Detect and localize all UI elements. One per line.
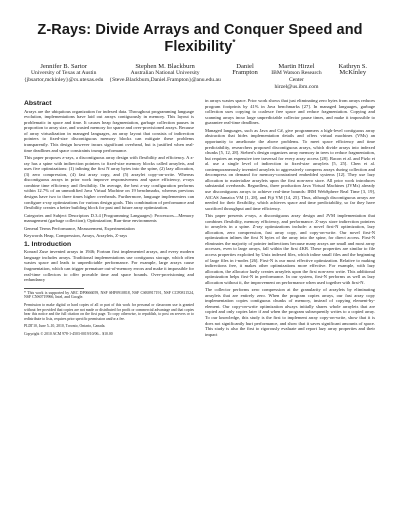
title-text: Z-Rays: Divide Arrays and Conquer Speed and Flexibility	[37, 22, 363, 55]
categories-subject-descriptors: Categories and Subject Descriptors D.3.4 [Programming Languages]: Processors—Memory management (garbage collection); Optimization; Run-time environments	[24, 212, 194, 224]
author-2	[227, 64, 264, 90]
keywords: Keywords Heap, Compression, Arrays, Arraylets, Z-rays	[24, 233, 128, 239]
author-name: Martin Hirzel	[278, 62, 315, 70]
author-affiliation: University of Texas at Austin	[31, 70, 97, 77]
author-name: Stephen M. Blackburn	[135, 62, 195, 70]
author-name: Kathryn S. McKinley	[338, 62, 368, 77]
author-email: hirzel@us.ibm.com	[274, 83, 319, 90]
author-affiliation: IBM Watson Research Center	[271, 70, 322, 84]
author-0	[24, 64, 103, 90]
footnote-divider	[24, 288, 84, 289]
conference-line: PLDI'10, June 5–10, 2010, Toronto, Ontario, Canada.	[24, 324, 106, 329]
body-paragraph-1: in arrays wastes space. Prior work shows that just eliminating zero bytes from arrays reduces program footprints by 41% in Java benchmarks [27]. In managed languages, garbage collection uses copying to coalesce free space and reduce fragmentation. Copying and scanning arrays incur large unpredictable collector pause times, and make it impossible to guarantee real-time deadlines.	[205, 98, 375, 126]
introduction-heading: 1. Introduction	[24, 240, 72, 248]
author-4	[330, 64, 376, 90]
right-column	[205, 98, 375, 339]
abstract-paragraph-1: Arrays are the ubiquitous organization for indexed data. Throughout programming language evolution, implementations have laid out arrays contiguously in memory. This layout is problematic in space and time. It causes heap fragmentation, garbage collection pauses in proportion to array size, and wasted memory for sparse and over-provisioned arrays. Because of array virtualization in managed languages, an array layout that consists of indirection pointers to fixed-size discontiguous memory blocks can mitigate these problems transparently. This design however incurs significant overhead, but is justified when real-time deadlines and space constraints trump performance.	[24, 108, 194, 153]
body-paragraph-2: Managed languages, such as Java and C#, give programmers a high-level contiguous array abstraction that hides implementation details and offers virtual machines (VMs) an opportunity to ameliorate the above problems. To meet space efficiency and time predictability, researchers proposed discontiguous arrays, which divide arrays into indexed chunks [5, 12, 28]. Siebert's design organizes array memory in trees to reduce fragmentation, but requires an expensive tree traversal for every array access [28]. Bacon et al. and Pizlo et al. use a single level of indirection to fixed-size arraylets [5, 25]. Chen et al. contemporaneously invented arraylets to aggressively compress arrays during collection and decompress on demand for memory-constrained embedded systems [12]. They use lazy allocation to materialize arraylets upon the first non-zero store. All prior work introduces substantial overheads. Regardless, three production Java Virtual Machines (JVMs) already use discontiguous arrays to achieve real-time bounds: IBM WebSphere Real Time [3, 19], AICAS Jamaica VM [1, 28], and Fiji VM [14, 25]. Thus, although discontiguous arrays are needed for their flexibility, which achieves space and time predictability, so far they have sacrificed throughput and time efficiency.	[205, 127, 375, 211]
general-terms: General Terms Performance, Measurement, Experimentation	[24, 225, 135, 231]
author-email: {Steve.Blackburn,Daniel.Frampton}@anu.edu.au	[109, 77, 221, 84]
introduction-paragraph: Konrad Zuse invented arrays in 1946; Fortran first implemented arrays, and every modern language includes arrays. Traditional implementations use contiguous storage, which often wastes space and leads to unpredictable performance. For example, large arrays cause fragmentation, which can trigger premature out-of-memory errors and make it impossible for real-time collectors to offer provable time and space bounds. Over-provisioning and redundancy	[24, 249, 194, 283]
funding-footnote: * This work is supported by ARC DP0666059, NSF SHF0910818, NSF CSR0917191, NSF CCF0811524, NSF CNS0719966, Intel, and Google.	[24, 290, 194, 300]
abstract-heading: Abstract	[24, 100, 52, 108]
left-column	[24, 98, 194, 339]
body-columns	[24, 98, 376, 339]
body-paragraph-4: The collector performs zero compression at the granularity of arraylets by eliminating arraylets that are entirely zero. When the program copies arrays, our fast array copy implementation copies contiguous chunks of memory, instead of copying element-by-element. Our copy-on-write optimization always initially shares whole arraylets that are copied and only copies later if and when the program subsequently writes to a copied array. To our knowledge, this study is the first to implement array copy-on-write, show that it is does not significantly hurt performance, and show that it saves significant amounts of space. This study is also the first to rigorously evaluate and report lazy array properties and their impact	[205, 287, 375, 337]
permission-notice: Permission to make digital or hard copies of all or part of this work for personal or classroom use is granted without fee provided that copies are not made or distributed for profit or commercial advantage and that copies bear this notice and the full citation on the first page. To copy otherwise, to republish, to post on servers or to redistribute to lists, requires prior specific permission and/or a fee.	[24, 303, 194, 321]
author-email: {jbsartor,mckinley}@cs.utexas.edu	[24, 77, 104, 84]
abstract-paragraph-2: This paper proposes z-rays, a discontiguous array design with flexibility and efficiency. A z-ray has a spine with indirection pointers to fixed-size memory blocks called arraylets, and uses five optimizations: (1) inlining the first N array bytes into the spine, (2) lazy allocation, (3) zero compression, (4) fast array copy, and (5) arraylet copy-on-write. Whereas discontiguous arrays in prior work improve responsiveness and space efficiency, z-rays combine time efficiency and flexibility. On average, the best z-ray configuration performs within 12.7% of an unmodified Java Virtual Machine on 19 benchmarks, whereas previous designs have two to three times higher overheads. Furthermore, language implementers can configure z-ray optimizations for various design goals. This combination of performance and flexibility creates a better building block for past and future array optimization.	[24, 155, 194, 211]
body-paragraph-3: This paper presents z-rays, a discontiguous array design and JVM implementation that combines flexibility, memory efficiency, and performance. Z-rays store indirection pointers to arraylets in a spine. Z-ray optimizations include: a novel first-N optimization, lazy allocation, zero compression, fast array copy, and copy-on-write. Our novel first-N optimization inlines the first N bytes of the array into the spine, for direct access. First-N eliminates the majority of pointer indirections because many arrays are small and most array accesses, even to large arrays, fall within the first 4KB. These properties are similar to file access properties exploited by Unix indexed files, which inline small files and the beginning of large files in i-nodes [26]. First-N is our most effective optimization. Relative to making indirections free, it makes other optimizations more effective. For example, with lazy allocation, the allocator lazily creates arraylets upon the first non-zero write. This additional optimization helps first-N in performance. In our system, first-N performs as well as lazy allocation without it, the improvement on performance when used together with first-N.	[205, 213, 375, 285]
author-block	[24, 64, 376, 90]
title-footnote-mark: *	[232, 38, 236, 47]
author-affiliation: Australian National University	[130, 70, 200, 77]
author-name: Jennifer B. Sartor	[40, 62, 88, 70]
author-1	[109, 64, 220, 90]
copyright-line: Copyright © 2010 ACM 978-1-4503-0019/10/06... $10.00	[24, 331, 113, 336]
author-name: Daniel Frampton	[232, 62, 258, 77]
paper-title	[24, 22, 376, 55]
author-3	[269, 64, 323, 90]
